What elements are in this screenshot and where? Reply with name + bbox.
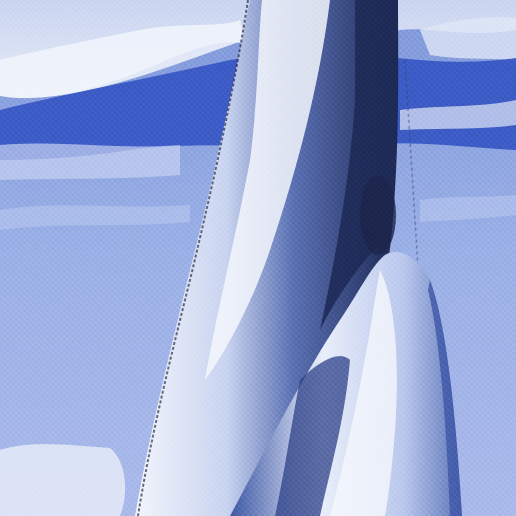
water-foam-bottom: [0, 444, 125, 516]
sail-junction-shadow: [360, 175, 396, 255]
sea-band-highlight: [0, 144, 180, 180]
